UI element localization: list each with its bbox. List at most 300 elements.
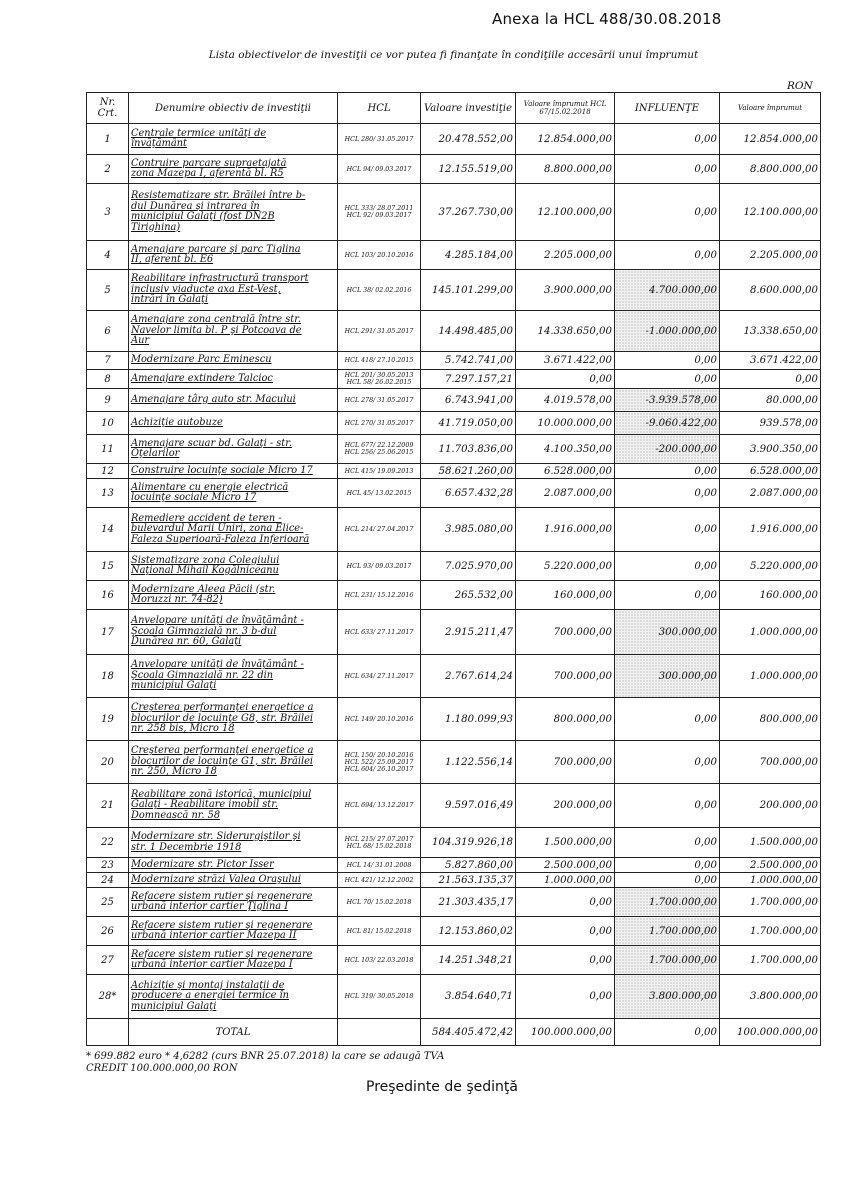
hcl-line: HCL 93/ 09.03.2017	[346, 562, 412, 570]
influence-value: 0,00	[615, 124, 720, 155]
influence-value: 4.700.000,00	[615, 270, 720, 311]
row-number: 18	[87, 655, 129, 698]
total-nr-cell	[87, 1019, 129, 1046]
final-loan-value: 160.000,00	[720, 581, 821, 610]
objective-name-line: zona Mazepa I, aferentă bl. R5	[131, 168, 284, 179]
row-number: 24	[87, 873, 129, 888]
final-loan-value: 0,00	[720, 370, 821, 389]
objective-name-line: Achiziţie şi montaj instalaţii de	[131, 979, 285, 991]
objective-name-line: Faleza Superioară-Faleza Inferioară	[131, 533, 310, 545]
investment-value: 1.122.556,14	[421, 741, 516, 784]
row-number: 8	[87, 370, 129, 389]
influence-value: 0,00	[615, 698, 720, 741]
influence-value: 1.700.000,00	[615, 888, 720, 917]
influence-value: -9.060.422,00	[615, 412, 720, 435]
loan-value: 3.900.000,00	[516, 270, 615, 311]
investment-value: 20.478.552,00	[421, 124, 516, 155]
objective-name-line: Refacere sistem rutier şi regenerare	[131, 890, 313, 902]
total-influence: 0,00	[615, 1019, 720, 1046]
hcl-reference	[338, 784, 421, 828]
row-number: 19	[87, 698, 129, 741]
objective-name	[129, 412, 338, 435]
hcl-reference	[338, 241, 421, 270]
influence-value: 0,00	[615, 370, 720, 389]
investment-value: 1.180.099,93	[421, 698, 516, 741]
loan-value: 700.000,00	[516, 610, 615, 655]
objective-name-line: nr. 250, Micro 18	[131, 766, 217, 778]
total-value: 584.405.472,42	[421, 1019, 516, 1046]
influence-value: -3.939.578,00	[615, 389, 720, 412]
hcl-reference	[338, 464, 421, 479]
final-loan-value: 939.578,00	[720, 412, 821, 435]
objective-name-line: Creşterea performanţei energetice a	[131, 702, 314, 714]
objective-name	[129, 464, 338, 479]
hcl-line: HCL 522/ 25.09.2017	[344, 758, 414, 766]
row-number: 26	[87, 917, 129, 946]
table-row	[87, 581, 821, 610]
objective-name	[129, 873, 338, 888]
final-loan-value: 12.100.000,00	[720, 184, 821, 241]
influence-value: 0,00	[615, 552, 720, 581]
loan-value: 12.854.000,00	[516, 124, 615, 155]
loan-value: 1.916.000,00	[516, 508, 615, 552]
final-loan-value: 1.700.000,00	[720, 917, 821, 946]
loan-value: 14.338.650,00	[516, 311, 615, 352]
objective-name-line: Amenajare târg auto str. Macului	[131, 393, 296, 405]
hcl-reference	[338, 270, 421, 311]
investment-value: 2.767.614,24	[421, 655, 516, 698]
row-number: 4	[87, 241, 129, 270]
hcl-reference	[338, 370, 421, 389]
table-row	[87, 858, 821, 873]
objective-name-line: Amenajare scuar bd. Galaţi - str.	[131, 437, 292, 449]
objective-name-line: Anvelopare unităţi de învăţământ -	[131, 659, 304, 671]
table-row	[87, 155, 821, 184]
influence-value: 0,00	[615, 464, 720, 479]
hcl-reference	[338, 698, 421, 741]
hcl-line: HCL 677/ 22.12.2009	[344, 442, 414, 449]
loan-value: 0,00	[516, 370, 615, 389]
investment-value: 12.155.519,00	[421, 155, 516, 184]
objective-name	[129, 508, 338, 552]
hcl-line: HCL 45/ 13.02.2015	[346, 489, 412, 497]
objective-name-line: Contruire parcare supraetajată	[131, 157, 287, 169]
final-loan-value: 8.800.000,00	[720, 155, 821, 184]
col-header-value: Valoare investiţie	[421, 93, 516, 124]
hcl-reference	[338, 479, 421, 508]
investment-value: 12.153.860,02	[421, 917, 516, 946]
objective-name-line: Resistematizare str. Brăilei între b-	[131, 190, 306, 201]
objective-name	[129, 888, 338, 917]
row-number: 17	[87, 610, 129, 655]
hcl-line: HCL 231/ 15.12.2016	[344, 591, 414, 599]
influence-value: 0,00	[615, 352, 720, 370]
loan-value: 2.205.000,00	[516, 241, 615, 270]
objective-name-line: Oţelarilor	[131, 448, 180, 459]
row-number: 15	[87, 552, 129, 581]
objective-name	[129, 352, 338, 370]
objective-name-line: bulevardul Marii Uniri, zona Elice-	[131, 523, 304, 535]
investment-value: 7.025.970,00	[421, 552, 516, 581]
table-row	[87, 412, 821, 435]
objective-name-line: Reabilitare infrastructură transport	[131, 273, 309, 285]
hcl-reference	[338, 828, 421, 858]
final-loan-value: 2.205.000,00	[720, 241, 821, 270]
investment-value: 6.657.432,28	[421, 479, 516, 508]
row-number: 7	[87, 352, 129, 370]
table-row	[87, 241, 821, 270]
investment-value: 7.297.157,21	[421, 370, 516, 389]
row-number: 13	[87, 479, 129, 508]
objective-name-line: Modernizare străzi Valea Oraşului	[131, 873, 301, 885]
influence-value: 300.000,00	[615, 610, 720, 655]
loan-value: 4.019.578,00	[516, 389, 615, 412]
hcl-reference	[338, 873, 421, 888]
objective-name-line: Aur	[131, 335, 150, 347]
objective-name	[129, 784, 338, 828]
final-loan-value: 2.500.000,00	[720, 858, 821, 873]
hcl-line: HCL 92/ 09.03.2017	[346, 212, 412, 219]
objective-name-line: producere a energiei termice în	[131, 990, 289, 1002]
objective-name-line: Refacere sistem rutier şi regenerare	[131, 948, 313, 960]
table-row	[87, 917, 821, 946]
objective-name	[129, 124, 338, 155]
hcl-reference	[338, 655, 421, 698]
hcl-line: HCL 149/ 20.10.2016	[344, 715, 414, 723]
objective-name-line: Centrale termice unităţi de	[131, 127, 267, 139]
hcl-line: HCL 70/ 15.02.2018	[346, 898, 412, 906]
objective-name-line: Naţional Mihail Kogălniceanu	[131, 565, 279, 576]
table-row	[87, 270, 821, 311]
table-header-row	[87, 93, 821, 124]
objective-name-line: urbană interior cartier Ţiglina I	[131, 901, 289, 912]
investment-value: 2.915.211,47	[421, 610, 516, 655]
hcl-line: HCL 333/ 28.07.2011	[344, 205, 414, 212]
row-number: 9	[87, 389, 129, 412]
investment-value: 6.743.941,00	[421, 389, 516, 412]
influence-value: -200.000,00	[615, 435, 720, 464]
objective-name	[129, 581, 338, 610]
table-row	[87, 479, 821, 508]
col-header-nr: Nr. Crt.	[87, 93, 129, 124]
loan-value: 160.000,00	[516, 581, 615, 610]
col-header-loan: Valoare împrumut HCL 67/15.02.2018	[516, 93, 615, 124]
objective-name-line: Navelor limita bl. P şi Potcoava de	[131, 324, 302, 336]
table-row	[87, 435, 821, 464]
investment-value: 145.101.299,00	[421, 270, 516, 311]
hcl-reference	[338, 917, 421, 946]
hcl-line: HCL 634/ 27.11.2017	[344, 672, 414, 680]
investment-value: 14.251.348,21	[421, 946, 516, 975]
loan-value: 8.800.000,00	[516, 155, 615, 184]
objective-name	[129, 389, 338, 412]
row-number: 12	[87, 464, 129, 479]
total-loan-final: 100.000.000,00	[720, 1019, 821, 1046]
table-row	[87, 741, 821, 784]
influence-value: 3.800.000,00	[615, 975, 720, 1019]
row-number: 16	[87, 581, 129, 610]
final-loan-value: 80.000,00	[720, 389, 821, 412]
loan-value: 200.000,00	[516, 784, 615, 828]
investment-value: 104.319.926,18	[421, 828, 516, 858]
hcl-reference	[338, 124, 421, 155]
table-row	[87, 888, 821, 917]
objective-name-line: Modernizare str. Siderurgiştilor şi	[131, 831, 301, 842]
objective-name	[129, 184, 338, 241]
row-number: 28*	[87, 975, 129, 1019]
investment-value: 265.532,00	[421, 581, 516, 610]
row-number: 27	[87, 946, 129, 975]
hcl-line: HCL 291/ 31.05.2017	[344, 327, 414, 335]
row-number: 6	[87, 311, 129, 352]
table-row	[87, 698, 821, 741]
investment-value: 58.621.260,00	[421, 464, 516, 479]
objective-name-line: Remediere accident de teren -	[131, 512, 282, 524]
row-number: 10	[87, 412, 129, 435]
hcl-reference	[338, 389, 421, 412]
hcl-line: HCL 214/ 27.04.2017	[344, 526, 414, 533]
objective-name-line: Amenajare parcare şi parc Tiglina	[131, 243, 301, 255]
hcl-line: HCL 633/ 27.11.2017	[344, 628, 414, 636]
loan-value: 2.500.000,00	[516, 858, 615, 873]
investment-value: 5.827.860,00	[421, 858, 516, 873]
objective-name-line: dul Dunărea şi intrarea în	[131, 200, 260, 212]
final-loan-value: 1.700.000,00	[720, 888, 821, 917]
objective-name	[129, 858, 338, 873]
objective-name	[129, 370, 338, 389]
objective-name	[129, 946, 338, 975]
loan-value: 1.000.000,00	[516, 873, 615, 888]
influence-value: 300.000,00	[615, 655, 720, 698]
hcl-line: HCL 201/ 30.05.2013	[344, 372, 414, 379]
objective-name-line: Reabilitare zonă istorică, municipiul	[131, 788, 312, 800]
total-row	[87, 1019, 821, 1046]
table-row	[87, 552, 821, 581]
objective-name	[129, 270, 338, 311]
document-subtitle: Lista obiectivelor de investiţii ce vor putea fi finanţate în condiţiile accesării unui împrumut	[208, 49, 699, 61]
hcl-reference	[338, 412, 421, 435]
hcl-line: HCL 418/ 27.10.2015	[344, 357, 414, 364]
table-row	[87, 389, 821, 412]
final-loan-value: 5.220.000,00	[720, 552, 821, 581]
objective-name-line: intrări în Galaţi	[131, 294, 209, 306]
table-row	[87, 508, 821, 552]
loan-value: 0,00	[516, 946, 615, 975]
table-body	[87, 124, 821, 1019]
final-loan-value: 1.500.000,00	[720, 828, 821, 858]
hcl-reference	[338, 888, 421, 917]
final-loan-value: 13.338.650,00	[720, 311, 821, 352]
table-row	[87, 124, 821, 155]
influence-value: 0,00	[615, 508, 720, 552]
loan-value: 10.000.000,00	[516, 412, 615, 435]
investments-table	[86, 92, 821, 1046]
row-number: 3	[87, 184, 129, 241]
table-row	[87, 784, 821, 828]
objective-name	[129, 828, 338, 858]
final-loan-value: 1.000.000,00	[720, 655, 821, 698]
row-number: 11	[87, 435, 129, 464]
table-row	[87, 370, 821, 389]
final-loan-value: 1.000.000,00	[720, 873, 821, 888]
influence-value: 1.700.000,00	[615, 946, 720, 975]
loan-value: 2.087.000,00	[516, 479, 615, 508]
hcl-line: HCL 604/ 26.10.2017	[344, 765, 414, 773]
objective-name	[129, 975, 338, 1019]
final-loan-value: 12.854.000,00	[720, 124, 821, 155]
table-row	[87, 352, 821, 370]
hcl-line: HCL 215/ 27.07.2017	[344, 835, 414, 843]
objective-name-line: învăţământ	[131, 138, 187, 149]
final-loan-value: 1.700.000,00	[720, 946, 821, 975]
table-row	[87, 828, 821, 858]
objective-name-line: str. 1 Decembrie 1918	[131, 841, 242, 853]
objective-name-line: Anvelopare unităţi de învăţământ -	[131, 615, 304, 627]
objective-name-line: municipiul Galaţi	[131, 1000, 217, 1012]
footnote	[86, 1051, 444, 1075]
investment-value: 37.267.730,00	[421, 184, 516, 241]
objective-name-line: Modernizare str. Pictor Isser	[131, 858, 274, 870]
hcl-reference	[338, 946, 421, 975]
influence-value: 0,00	[615, 184, 720, 241]
objective-name	[129, 435, 338, 464]
table-row	[87, 655, 821, 698]
investment-value: 3.854.640,71	[421, 975, 516, 1019]
hcl-line: HCL 415/ 19.09.2013	[344, 467, 414, 475]
hcl-line: HCL 150/ 20.10.2016	[344, 751, 414, 759]
loan-value: 1.500.000,00	[516, 828, 615, 858]
hcl-line: HCL 421/ 12.12.2002	[344, 876, 414, 884]
annex-title: Anexa la HCL 488/30.08.2018	[492, 10, 722, 28]
final-loan-value: 3.900.350,00	[720, 435, 821, 464]
investment-value: 21.303.435,17	[421, 888, 516, 917]
objective-name	[129, 241, 338, 270]
objective-name	[129, 311, 338, 352]
hcl-reference	[338, 508, 421, 552]
objective-name-line: Sistematizare zona Colegiului	[131, 554, 280, 566]
loan-value: 0,00	[516, 888, 615, 917]
objective-name-line: Achiziţie autobuze	[131, 416, 223, 428]
objective-name-line: Domnească nr. 58	[131, 809, 221, 821]
influence-value: 0,00	[615, 873, 720, 888]
objective-name	[129, 655, 338, 698]
influence-value: -1.000.000,00	[615, 311, 720, 352]
row-number: 23	[87, 858, 129, 873]
influence-value: 0,00	[615, 241, 720, 270]
hcl-reference	[338, 858, 421, 873]
objective-name-line: urbană interior cartier Mazepa II	[131, 930, 297, 941]
table-row	[87, 610, 821, 655]
objective-name-line: municipiul Galaţi	[131, 680, 217, 692]
hcl-reference	[338, 184, 421, 241]
objective-name-line: Galaţi - Reabilitare imobil str.	[131, 799, 278, 811]
objective-name-line: Tirighina)	[131, 221, 181, 233]
objective-name-line: Construire locuinţe sociale Micro 17	[131, 464, 313, 476]
hcl-line: HCL 103/ 22.03.2018	[344, 956, 414, 964]
objective-name-line: Amenajare zona centrală între str.	[131, 314, 301, 326]
final-loan-value: 200.000,00	[720, 784, 821, 828]
hcl-reference	[338, 552, 421, 581]
objective-name-line: municipiul Galaţi (fost DN2B	[131, 211, 275, 222]
hcl-line: HCL 58/ 26.02.2015	[346, 379, 412, 386]
objective-name-line: Modernizare Parc Eminescu	[131, 354, 272, 366]
investment-value: 14.498.485,00	[421, 311, 516, 352]
investment-value: 3.985.080,00	[421, 508, 516, 552]
loan-value: 3.671.422,00	[516, 352, 615, 370]
hcl-reference	[338, 352, 421, 370]
hcl-line: HCL 81/ 15.02.2018	[346, 927, 412, 935]
loan-value: 6.528.000,00	[516, 464, 615, 479]
objective-name-line: Alimentare cu energie electrică	[131, 481, 289, 493]
objective-name	[129, 917, 338, 946]
objective-name	[129, 155, 338, 184]
hcl-reference	[338, 155, 421, 184]
final-loan-value: 800.000,00	[720, 698, 821, 741]
influence-value: 0,00	[615, 155, 720, 184]
final-loan-value: 8.600.000,00	[720, 270, 821, 311]
row-number: 25	[87, 888, 129, 917]
influence-value: 0,00	[615, 741, 720, 784]
final-loan-value: 1.000.000,00	[720, 610, 821, 655]
footnote-exchange-rate: * 699.882 euro * 4,6282 (curs BNR 25.07.2018) la care se adaugă TVA	[86, 1051, 445, 1062]
row-number: 22	[87, 828, 129, 858]
hcl-reference	[338, 610, 421, 655]
objective-name	[129, 552, 338, 581]
row-number: 2	[87, 155, 129, 184]
objective-name-line: Şcoala Gimnazială nr. 22 din	[131, 669, 274, 681]
hcl-line: HCL 14/ 31.01.2008	[346, 861, 412, 869]
table-row	[87, 464, 821, 479]
hcl-line: HCL 319/ 30.05.2018	[344, 993, 414, 1000]
investment-value: 21.563.135,37	[421, 873, 516, 888]
col-header-influence: INFLUENŢE	[615, 93, 720, 124]
influence-value: 0,00	[615, 858, 720, 873]
col-header-loan-final: Valoare împrumut	[720, 93, 821, 124]
currency-label: RON	[787, 80, 813, 92]
row-number: 1	[87, 124, 129, 155]
objective-name	[129, 479, 338, 508]
hcl-line: HCL 94/ 09.03.2017	[346, 165, 412, 173]
total-hcl-cell	[338, 1019, 421, 1046]
hcl-reference	[338, 741, 421, 784]
objective-name	[129, 741, 338, 784]
influence-value: 0,00	[615, 784, 720, 828]
signature-label: Preşedinte de şedinţă	[366, 1079, 518, 1095]
objective-name	[129, 698, 338, 741]
objective-name-line: urbană interior cartier Mazepa I	[131, 959, 293, 970]
final-loan-value: 3.671.422,00	[720, 352, 821, 370]
hcl-reference	[338, 581, 421, 610]
final-loan-value: 2.087.000,00	[720, 479, 821, 508]
objective-name-line: nr. 258 bis, Micro 18	[131, 723, 235, 735]
row-number: 14	[87, 508, 129, 552]
hcl-line: HCL 68/ 15.02.2018	[346, 842, 412, 850]
final-loan-value: 1.916.000,00	[720, 508, 821, 552]
investment-value: 9.597.016,49	[421, 784, 516, 828]
influence-value: 0,00	[615, 479, 720, 508]
hcl-reference	[338, 311, 421, 352]
influence-value: 0,00	[615, 828, 720, 858]
row-number: 20	[87, 741, 129, 784]
objective-name-line: blocurilor de locuinţe G8, str. Brăilei	[131, 712, 314, 724]
hcl-line: HCL 694/ 13.12.2017	[344, 802, 414, 809]
objective-name-line: locuinţe sociale Micro 17	[131, 492, 257, 503]
loan-value: 12.100.000,00	[516, 184, 615, 241]
table-row	[87, 184, 821, 241]
hcl-reference	[338, 975, 421, 1019]
objective-name-line: Moruzzi nr. 74-82)	[131, 594, 223, 605]
objective-name-line: Refacere sistem rutier şi regenerare	[131, 919, 313, 931]
